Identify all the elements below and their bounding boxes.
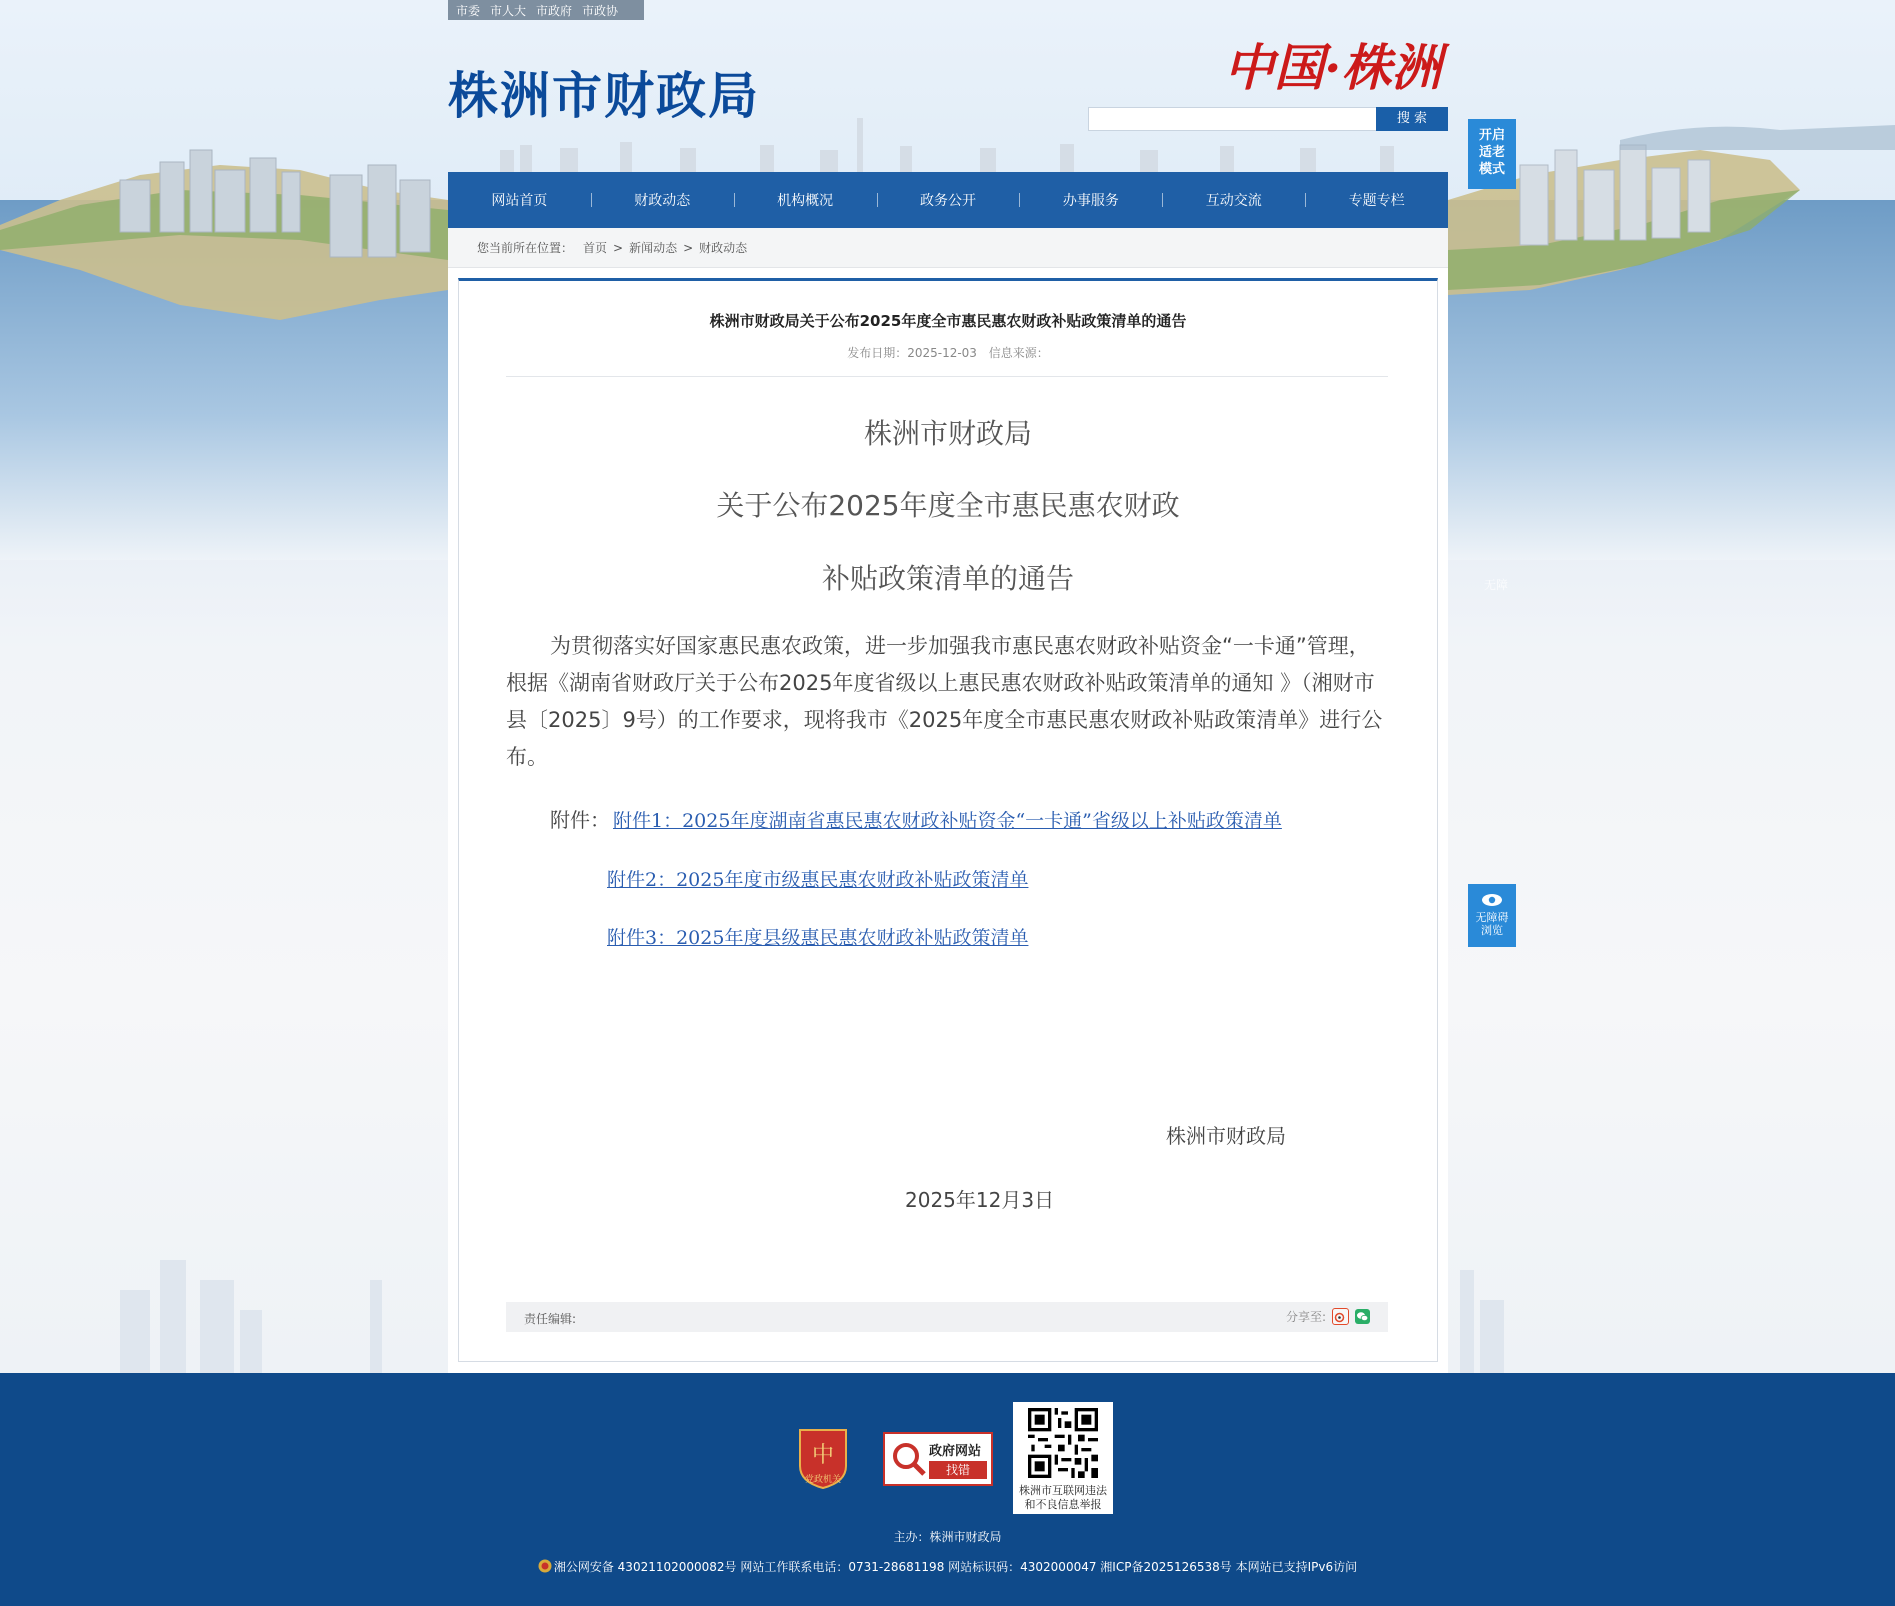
report-qr-code[interactable]: [1013, 1402, 1113, 1514]
top-link[interactable]: 市委: [456, 3, 481, 18]
top-link[interactable]: 市政协: [582, 3, 619, 18]
police-badge-icon: [538, 1559, 552, 1573]
party-gov-label: 党政机关: [804, 1475, 841, 1485]
nav-home[interactable]: 网站首页: [491, 193, 548, 209]
wechat-icon[interactable]: [1355, 1309, 1370, 1324]
gov-site-label: 政府网站: [929, 1444, 982, 1459]
nav-interaction[interactable]: 互动交流: [1162, 190, 1305, 210]
china-zhuzhou-logo: 中国·株洲: [1224, 38, 1442, 97]
attachments-label: 附件：: [550, 808, 610, 832]
breadcrumb-separator: >: [613, 240, 624, 255]
elder-mode-label: 开启适老模式: [1478, 128, 1505, 177]
breadcrumb-finance-news[interactable]: 财政动态: [699, 241, 748, 255]
breadcrumb-news[interactable]: 新闻动态: [629, 241, 678, 255]
footer-icp: [0, 1558, 1895, 1575]
title-divider: [506, 376, 1388, 377]
elder-mode-button[interactable]: [1468, 119, 1516, 189]
breadcrumb: [448, 228, 1448, 268]
nav-services[interactable]: 办事服务: [1019, 190, 1162, 210]
breadcrumb-home[interactable]: 首页: [583, 241, 608, 255]
qr-caption-2: 和不良信息举报: [1024, 1498, 1102, 1511]
heading-line-2: 关于公布2025年度全市惠民惠农财政: [716, 489, 1180, 522]
nav-gov-affairs[interactable]: 政务公开: [877, 190, 1020, 210]
footer-host: 主办：株洲市财政局: [893, 1530, 1002, 1544]
nav-organization[interactable]: 机构概况: [734, 190, 877, 210]
main-nav: [448, 172, 1448, 228]
nav-special-topics[interactable]: 专题专栏: [1305, 190, 1448, 210]
accessibility-label: 无障碍浏览: [1475, 911, 1509, 937]
party-gov-badge[interactable]: [796, 1426, 850, 1490]
sign-date: 2025年12月3日: [905, 1188, 1055, 1212]
attachment-link-3[interactable]: 附件3：2025年度县级惠民惠农财政补贴政策清单: [607, 927, 1029, 949]
icp-text: 湘公网安备 43021102000082号 网站工作联系电话：0731-28681198 网站标识码：4302000047 湘ICP备2025126538号 本网站已支持IPv6访问: [553, 1560, 1358, 1574]
article-meta: [448, 344, 1448, 361]
top-link[interactable]: 市人大: [490, 3, 527, 18]
article-body: 为贯彻落实好国家惠民惠农政策，进一步加强我市惠民惠农财政补贴资金“一卡通”管理，根据《湖南省财政厅关于公布2025年度省级以上惠民惠农财政补贴政策清单的通知 》（湘财市县〔2025〕9号）的工作要求，现将我市《2025年度全市惠民惠农财政补贴政策清单》进行公布。: [506, 634, 1383, 769]
breadcrumb-prefix: 您当前所在位置：: [477, 241, 574, 255]
top-links: [448, 0, 644, 20]
qr-code-icon: [1028, 1408, 1098, 1478]
search-button[interactable]: 搜 索: [1376, 107, 1448, 131]
gov-site-error-report[interactable]: [883, 1432, 993, 1486]
eye-icon: [1481, 892, 1503, 908]
signer: 株洲市财政局: [1166, 1124, 1286, 1148]
top-link[interactable]: 市政府: [536, 3, 573, 18]
breadcrumb-separator: >: [683, 240, 694, 255]
source-label: 信息来源：: [988, 346, 1049, 360]
share-label: 分享至:: [1285, 1310, 1326, 1324]
attachment-link-2[interactable]: 附件2：2025年度市级惠民惠农财政补贴政策清单: [607, 869, 1029, 891]
accessibility-button[interactable]: [1468, 884, 1516, 947]
svg-text:中: 中: [811, 1443, 835, 1468]
weibo-icon[interactable]: [1332, 1308, 1349, 1325]
heading-line-1: 株洲市财政局: [863, 417, 1032, 450]
heading-line-3: 补贴政策清单的通告: [821, 562, 1074, 595]
error-label: 找错: [929, 1461, 987, 1479]
editor-label: 责任编辑:: [524, 1312, 577, 1326]
article-title: 株洲市财政局关于公布2025年度全市惠民惠农财政补贴政策清单的通告: [709, 312, 1187, 330]
qr-caption-1: 株洲市互联网违法: [1019, 1484, 1107, 1497]
article-footer-bar: [506, 1302, 1388, 1332]
magnifier-icon: [889, 1439, 929, 1479]
faded-side-text: 无障: [1484, 578, 1509, 592]
search-input[interactable]: [1088, 107, 1378, 131]
attachment-link-1[interactable]: 附件1：2025年度湖南省惠民惠农财政补贴资金“一卡通”省级以上补贴政策清单: [613, 810, 1282, 832]
share-area: [1286, 1308, 1370, 1325]
nav-finance-news[interactable]: 财政动态: [591, 190, 734, 210]
site-title[interactable]: 株洲市财政局: [448, 67, 760, 125]
date-label: 发布日期：2025-12-03: [847, 346, 977, 360]
